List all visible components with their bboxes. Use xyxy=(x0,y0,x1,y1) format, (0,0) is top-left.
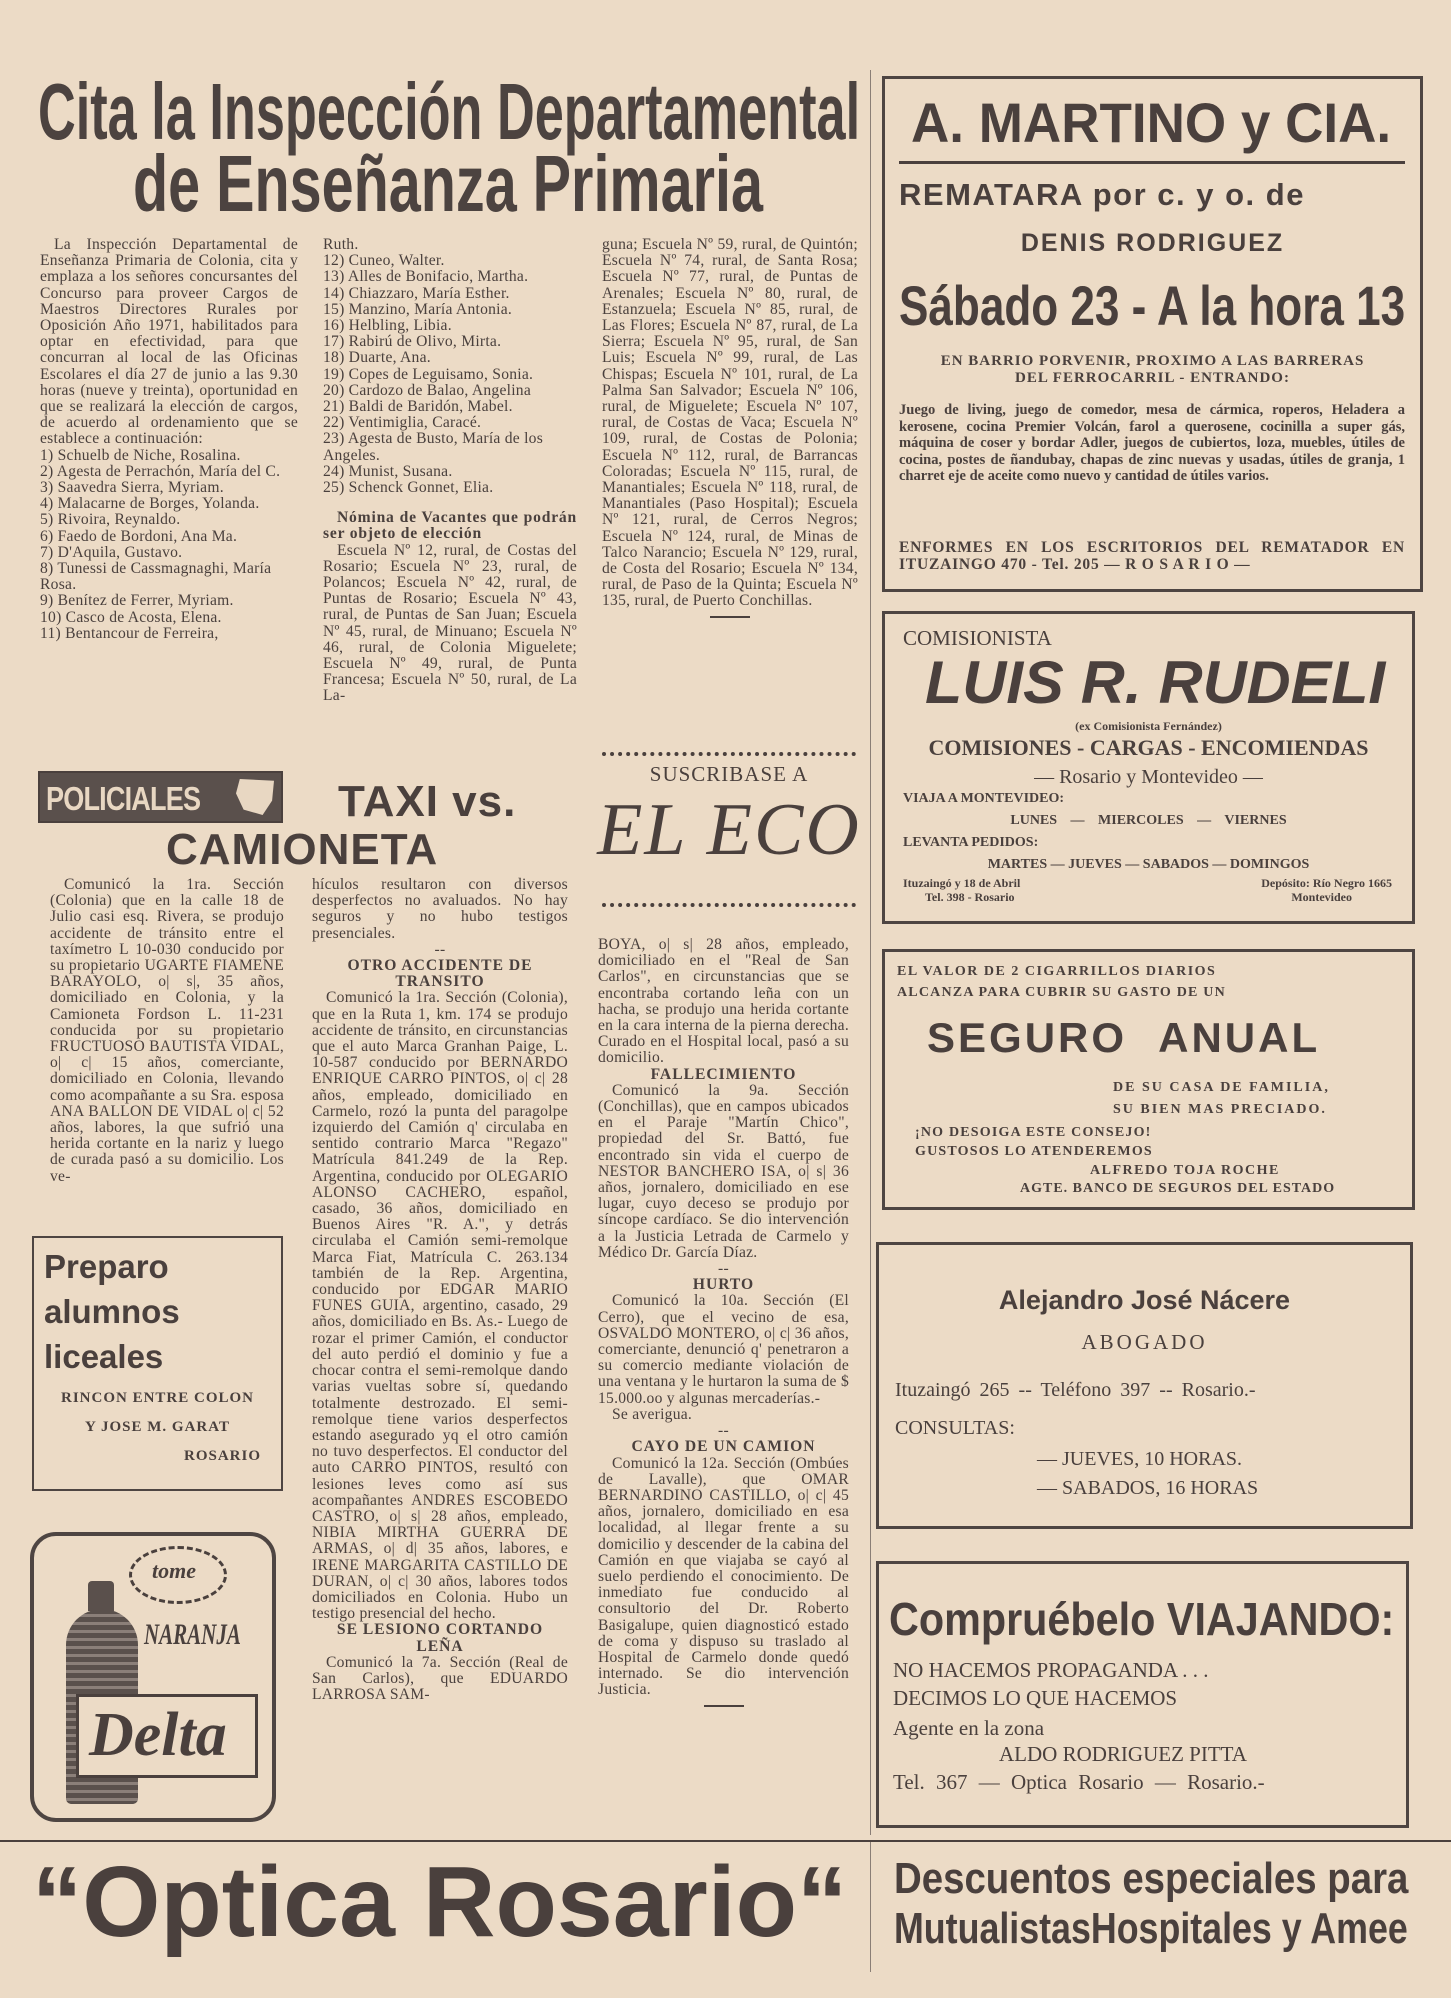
ad-rudeli-orders-days: MARTES — JUEVES — SABADOS — DOMINGOS xyxy=(987,857,1310,872)
list-item: 16) Helbling, Libia. xyxy=(323,317,452,335)
list-item: 1) Schuelb de Niche, Rosalina. xyxy=(40,446,241,464)
list-item: 6) Faedo de Bordoni, Ana Ma. xyxy=(40,527,238,545)
list-item: 11) Bentancour de Ferreira, xyxy=(40,624,219,642)
ad-seguro-agency: AGTE. BANCO DE SEGUROS DEL ESTADO xyxy=(1020,1181,1336,1196)
ad-martino-contact: ENFORMES EN LOS ESCRITORIOS DEL REMATADOR EN ITUZAINGO 470 - Tel. 205 — R O S A R I O — xyxy=(899,539,1405,573)
ad-rudeli-services: COMISIONES - CARGAS - ENCOMIENDAS xyxy=(928,735,1369,760)
ad-rudeli-name: LUIS R. RUDELI xyxy=(925,649,1386,716)
ad-nacere xyxy=(876,1242,1413,1529)
paragraph: Escuela Nº 12, rural, de Costas del Rosario; Escuela Nº 23, rural, de Polancos; Escuela Nº 42, rural, de Puntas de Rosario; Escuela Nº 43, rural, de Puntas de San Juan; Escuela Nº 45, rural, de Minuano; Escuela Nº 46, rural, de Colonia Miguelete; Escuela Nº 49, rural, de Punta Francesa; Escuela Nº 50, rural, de La La- xyxy=(323,541,577,705)
spacer xyxy=(323,496,577,510)
separator: -- xyxy=(718,1260,729,1278)
ad-martino-title: A. MARTINO y CIA. xyxy=(911,91,1392,154)
ad-seguro-agent: ALFREDO TOJA ROCHE xyxy=(1090,1163,1280,1178)
bottom-divider xyxy=(870,1842,871,1972)
list-item: Ruth. xyxy=(323,236,359,253)
ad-martino-line-2: DENIS RODRIGUEZ xyxy=(1020,229,1285,257)
ad-seguro-line-1: EL VALOR DE 2 CIGARRILLOS DIARIOS xyxy=(897,964,1217,979)
ad-rudeli-address-left-2: Tel. 398 - Rosario xyxy=(925,890,1015,904)
policiales-title-line-1: TAXI vs. xyxy=(338,777,517,826)
ad-rudeli-travel-days: LUNES — MIERCOLES — VIERNES xyxy=(1010,813,1287,828)
list-item: 23) Agesta de Busto, María de los Angeles. xyxy=(323,430,544,464)
ad-preparo-title-2: alumnos xyxy=(44,1293,180,1330)
divider-dotted xyxy=(602,903,856,907)
list-item: 20) Cardozo de Balao, Angelina xyxy=(323,381,531,399)
list-item: 3) Saavedra Sierra, Myriam. xyxy=(40,479,224,497)
paragraph: Comunicó la 1ra. Sección (Colonia), que en la Ruta 1, km. 174 se produjo accidente de tránsito, en circunstancias que el auto Marca Granhan Paige, L. 10-587 conducido por BERNARDO ENRIQUE CARRO PINTOS, o| c| 28 años, empleado, domiciliado en Carmelo, rozó la punta del paragolpe izquierdo del Camión q' circulaba en sentido contrario Marca "Regazo" Matrícula 841.249 de la Rep. Argentina, conducido por OLEGARIO ALONSO CACHERO, español, casado, 36 años, domiciliado en Buenos Aires "R. A.", y detrás circulaba el Camión semi-remolque Marca Fiat, Matrícula C. 263.134 también de la Rep. Argentina, conducido por EDGAR MARIO FUNES GUIA, argentino, casado, 29 años, domiciliado en Bs. As.- Luego de rozar el primer Camión, el conductor del auto perdió el dominio y fue a chocar contra el semi-remolque dando varias vueltas sobre sí, quedando totalmente destrozado. El semi-remolque tiene varios desperfectos estando asegurado yq el otro camión no tuvo desperfectos. El conductor del auto CARRO PINTOS, resultó con lesiones leves como así sus acompañantes ANDRES ESCOBEDO CASTRO, o| s| 28 años, empleado, NIBIA MIRTHA GUERRA DE ARMAS, o| d| 35 años, labores, e IRENE MARGARITA CASTILLO DE DURAN, o| c| 30 años, labores todos domiciliados en Colonia. Hubo un testigo presencial del hecho. xyxy=(312,989,568,1623)
section-heading: SE LESIONO CORTANDO LEÑA xyxy=(336,1621,544,1655)
optica-line-2-box xyxy=(894,1904,1408,1954)
paragraph: Comunicó la 7a. Sección (Real de San Carlos), que EDUARDO LARROSA SAM- xyxy=(312,1653,568,1704)
list-item: 14) Chiazzaro, María Esther. xyxy=(323,284,510,302)
section-heading: HURTO xyxy=(692,1276,755,1294)
optica-name-box xyxy=(32,1846,847,1958)
ad-preparo-address-1: RINCON ENTRE COLON xyxy=(60,1390,255,1406)
ad-delta-brand: Delta xyxy=(89,1701,227,1769)
paragraph: Comunicó la 12a. Sección (Ombúes de Lavalle), que OMAR BERNARDINO CASTILLO, o| c| 45 años, jornalero, domiciliado en esa localidad, al llegar frente a su domicilio y descender de la cabina del Camión en que viajaba se cayó al suelo perdiendo el conocimiento. De inmediato fue conducido al consultorio del Dr. Roberto Basigalupe, quien diagnosticó estado de coma y dispuso su traslado al Hospital de Carmelo donde quedó internado. Se dio intervención Justicia. xyxy=(598,1454,849,1699)
policiales-logo xyxy=(38,771,283,823)
ad-rudeli-address-right-2: Montevideo xyxy=(1291,890,1352,904)
list-item: 15) Manzino, María Antonia. xyxy=(323,300,513,318)
ad-nacere-address: Ituzaingó 265 -- Teléfono 397 -- Rosario.- xyxy=(895,1379,1256,1401)
optica-line-1-box xyxy=(894,1854,1408,1904)
policiales-column-2 xyxy=(312,877,568,1703)
headline-2 xyxy=(133,139,763,228)
divider xyxy=(899,161,1405,164)
list-item: 4) Malacarne de Borges, Yolanda. xyxy=(40,495,260,513)
list-item: 7) D'Aquila, Gustavo. xyxy=(40,543,183,561)
paragraph: Se averigua. xyxy=(612,1405,693,1423)
ad-compruebelo-line-3: Agente en la zona xyxy=(893,1716,1045,1740)
ad-delta-label xyxy=(76,1694,258,1778)
ad-rudeli-formerly: (ex Comisionista Fernández) xyxy=(1075,719,1222,733)
policiales-title-line-2: CAMIONETA xyxy=(166,825,439,874)
list-item: 22) Ventimiglia, Caracé. xyxy=(323,414,482,432)
ad-rudeli-kicker: COMISIONISTA xyxy=(903,626,1052,650)
inspeccion-column-3 xyxy=(602,237,858,618)
ad-preparo-address-2: Y JOSE M. GARAT xyxy=(84,1419,230,1435)
column-divider xyxy=(870,70,871,1835)
ad-martino-date-box xyxy=(899,275,1405,337)
ad-seguro-title: SEGURO ANUAL xyxy=(927,1014,1321,1061)
list-item: 17) Rabirú de Olivo, Mirta. xyxy=(323,333,502,351)
ad-seguro xyxy=(882,949,1415,1210)
ad-nacere-hours-2: — SABADOS, 16 HORAS xyxy=(1037,1477,1259,1499)
headline-line-1: Cita la Inspección Departamental xyxy=(38,67,861,156)
list-item: 9) Benítez de Ferrer, Myriam. xyxy=(40,592,234,610)
separator: -- xyxy=(434,940,446,958)
list-item: 21) Baldi de Baridón, Mabel. xyxy=(323,398,513,416)
divider-dotted xyxy=(602,752,856,756)
policiales-column-1 xyxy=(50,877,284,1185)
inspeccion-column-1 xyxy=(40,237,298,642)
ad-rudeli-address-left-1: Ituzaingó y 18 de Abril xyxy=(903,876,1021,890)
ad-rudeli-address-right-1: Depósito: Río Negro 1665 xyxy=(1261,876,1392,890)
ad-preparo-title-3: liceales xyxy=(44,1338,164,1375)
list-item: 5) Rivoira, Reynaldo. xyxy=(40,511,181,529)
paragraph: La Inspección Departamental de Enseñanza Primaria de Colonia, cita y emplaza a los señores concursantes del Concurso para proveer Cargos de Maestros Directores Rurales por Oposición Año 1971, habilitados para optar en efectividad, para que concurran al local de las Oficinas Escolares el día 27 de junio a las 9.30 horas (nueve y treinta), oportunidad en que se realizará la elección de cargos, de acuerdo al ordenamiento que se establece a continuación: xyxy=(40,236,298,448)
list-item: 25) Schenck Gonnet, Elia. xyxy=(323,479,494,497)
ad-martino-date: Sábado 23 - A la hora 13 xyxy=(899,274,1406,337)
ad-compruebelo-title-box xyxy=(889,1594,1394,1644)
ad-seguro-line-6: GUSTOSOS LO ATENDEREMOS xyxy=(915,1144,1153,1159)
section-heading: OTRO ACCIDENTE DE TRANSITO xyxy=(347,957,533,991)
section-heading: Nómina de Vacantes que podrán ser objeto de elección xyxy=(323,509,577,543)
ad-rudeli-name-box xyxy=(925,649,1386,716)
ad-martino-location: EN BARRIO PORVENIR, PROXIMO A LAS BARRERAS DEL FERROCARRIL - ENTRANDO: xyxy=(940,353,1365,386)
subscribe-label: SUSCRIBASE A xyxy=(649,762,809,786)
bottom-rule xyxy=(0,1840,1451,1842)
ad-nacere-hours-1: — JUEVES, 10 HORAS. xyxy=(1037,1448,1243,1470)
paragraph: guna; Escuela Nº 59, rural, de Quintón; Escuela Nº 74, rural, de Santa Rosa; Escuela Nº 77, rural, de Puntas de Arenales; Escuela Nº 80, rural, de Estanzuela; Escuela Nº 85, rural, de Las Flores; Escuela Nº 87, rural, de La Sierra; Escuela Nº 95, rural, de San Luis; Escuela Nº 99, rural, de Las Chispas; Escuela Nº 101, rural, de La Palma San Salvador; Escuela Nº 106, rural, de Miguelete; Escuela Nº 107, rural, de Costas de Vaca; Escuela Nº 109, rural, de Costas de Polonia; Escuela Nº 112, rural, de Barrancas Coloradas; Escuela Nº 115, rural, de Manantiales; Escuela Nº 118, rural, de Manantiales (Paso Hospital); Escuela Nº 121, rural, de Cerros Negros; Escuela Nº 124, rural, de Minas de Talco Narancio; Escuela Nº 129, rural, de Costa del Rosario; Escuela Nº 134, rural, de Paso de la Quinta; Escuela Nº 135, rural, de Puerto Conchillas. xyxy=(602,236,858,610)
list-item: 18) Duarte, Ana. xyxy=(323,349,431,367)
ad-preparo-title-1: Preparo xyxy=(44,1248,169,1285)
paragraph: Comunicó la 10a. Sección (El Cerro), que el vecino de esa, OSVALDO MONTERO, o| c| 36 años, comerciante, denunció q' penetraron a su comercio mediante violación de una ventana y le hurtaron la suma de $ 15.000.oo y algunas mercaderías.- xyxy=(598,1292,849,1407)
ad-compruebelo-line-2: DECIMOS LO QUE HACEMOS xyxy=(893,1686,1178,1710)
paragraph: Comunicó la 1ra. Sección (Colonia) que en la calle 18 de Julio casi esq. Rivera, se produjo accidente de tránsito entre el taxímetro L 10-030 conducido por su propietario UGARTE FIAMENE BARAYOLO, o| s|, 35 años, domiciliado en Colonia, y la Camioneta Fordson L. 11-231 conducida por su propietario FRUCTUOSO BAUTISTA VIDAL, o| c| 15 años, comerciante, domiciliado en Colonia, llevando como acompañante a su Sra. esposa ANA BALLON DE VIDAL o| c| 52 años, labores, la que sufrió una herida cortante en la nariz y luego de curada pasó a su domicilio. Los ve- xyxy=(50,876,284,1185)
optica-line-2: MutualistasHospitales y Amee xyxy=(894,1904,1408,1953)
ad-seguro-line-5: ¡NO DESOIGA ESTE CONSEJO! xyxy=(915,1125,1152,1140)
ad-rudeli-route: — Rosario y Montevideo — xyxy=(1034,766,1263,788)
separator: -- xyxy=(718,1422,729,1440)
ad-preparo xyxy=(32,1236,283,1491)
map-icon xyxy=(236,779,274,815)
policiales-column-3 xyxy=(598,937,849,1707)
optica-name: “Optica Rosario“ xyxy=(32,1846,848,1958)
ad-compruebelo-title: Compruébelo VIAJANDO: xyxy=(889,1593,1395,1645)
ad-seguro-line-4: SU BIEN MAS PRECIADO. xyxy=(1113,1102,1327,1117)
ad-rudeli-orders-label: LEVANTA PEDIDOS: xyxy=(903,835,1039,850)
ad-compruebelo-contact: Tel. 367 — Optica Rosario — Rosario.- xyxy=(893,1770,1265,1794)
list-item: 12) Cuneo, Walter. xyxy=(323,252,445,270)
ad-delta-tome: tome xyxy=(152,1558,196,1583)
ad-naranja-delta xyxy=(30,1532,276,1822)
paragraph: Comunicó la 9a. Sección (Conchillas), que en campos ubicados en el Paraje "Martín Chico", propiedad del Sr. Battó, fue encontrado sin vida el cuerpo de NESTOR BANCHERO ISA, o| s| 36 años, jornalero, domiciliado en ese lugar, cuyo deceso se produjo por síncope cardíaco. Se dio intervención a la Justicia Letrada de Carmelo y Médico Dr. García Díaz. xyxy=(598,1081,849,1261)
ad-seguro-line-3: DE SU CASA DE FAMILIA, xyxy=(1113,1080,1330,1095)
subscribe-paper-name[interactable]: EL ECO xyxy=(597,789,861,871)
ad-martino-line-1: REMATARA por c. y o. de xyxy=(899,177,1305,212)
divider xyxy=(704,1705,744,1707)
ad-martino-items: Juego de living, juego de comedor, mesa de cármica, roperos, Heladera a kerosene, cocina Premier Volcán, farol a querosene, cocinilla a super gás, máquina de coser y bordar Adler, juegos de cubiertos, loza, muebles, útiles de cocina, postes de ñandubay, chapas de zinc nuevas y usadas, útiles de granja, 1 charret eje de aceite como nuevo y cantidad de útiles varios. xyxy=(899,402,1405,484)
section-heading: CAYO DE UN CAMION xyxy=(631,1438,816,1456)
ad-compruebelo-agent: ALDO RODRIGUEZ PITTA xyxy=(999,1742,1247,1766)
optica-line-1: Descuentos especiales para xyxy=(894,1854,1409,1903)
list-item: 13) Alles de Bonifacio, Martha. xyxy=(323,268,529,286)
ad-compruebelo xyxy=(876,1561,1409,1828)
inspeccion-column-2 xyxy=(323,237,577,705)
section-heading: FALLECIMIENTO xyxy=(650,1065,797,1083)
list-item: 8) Tunessi de Cassmagnaghi, María Rosa. xyxy=(40,560,272,594)
policiales-logo-text: POLICIALES xyxy=(46,780,201,817)
paragraph: BOYA, o| s| 28 años, empleado, domiciliado en el "Real de San Carlos", en circunstancias que se encontraba cortando leña con un hacha, se produjo una herida cortante en la cara interna de la pierna derecha. Curado en el Hospital local, pasó a su domicilio. xyxy=(598,936,849,1067)
ad-martino-title-box xyxy=(911,93,1391,153)
ad-nacere-name: Alejandro José Nácere xyxy=(998,1285,1291,1315)
ad-preparo-city: ROSARIO xyxy=(183,1448,261,1464)
list-item: 2) Agesta de Perrachón, María del C. xyxy=(40,462,281,480)
list-item: 10) Casco de Acosta, Elena. xyxy=(40,608,222,626)
divider xyxy=(710,616,750,618)
ad-rudeli xyxy=(882,611,1415,924)
paragraph: hículos resultaron con diversos desperfectos no avaluados. No hay seguros y no hubo testigos presenciales. xyxy=(312,876,568,942)
ad-delta-flavor: NARANJA xyxy=(144,1618,241,1651)
ad-seguro-line-2: ALCANZA PARA CUBRIR SU GASTO DE UN xyxy=(897,985,1226,1000)
ad-nacere-hours-label: CONSULTAS: xyxy=(895,1417,1015,1439)
list-item: 19) Copes de Leguisamo, Sonia. xyxy=(323,365,534,383)
headline-line-2: de Enseñanza Primaria xyxy=(133,139,763,228)
ad-rudeli-travel-label: VIAJA A MONTEVIDEO: xyxy=(903,791,1065,806)
list-item: 24) Munist, Susana. xyxy=(323,462,453,480)
ad-nacere-profession: ABOGADO xyxy=(1081,1330,1208,1354)
ad-martino xyxy=(882,76,1423,592)
ad-compruebelo-line-1: NO HACEMOS PROPAGANDA . . . xyxy=(893,1658,1209,1682)
